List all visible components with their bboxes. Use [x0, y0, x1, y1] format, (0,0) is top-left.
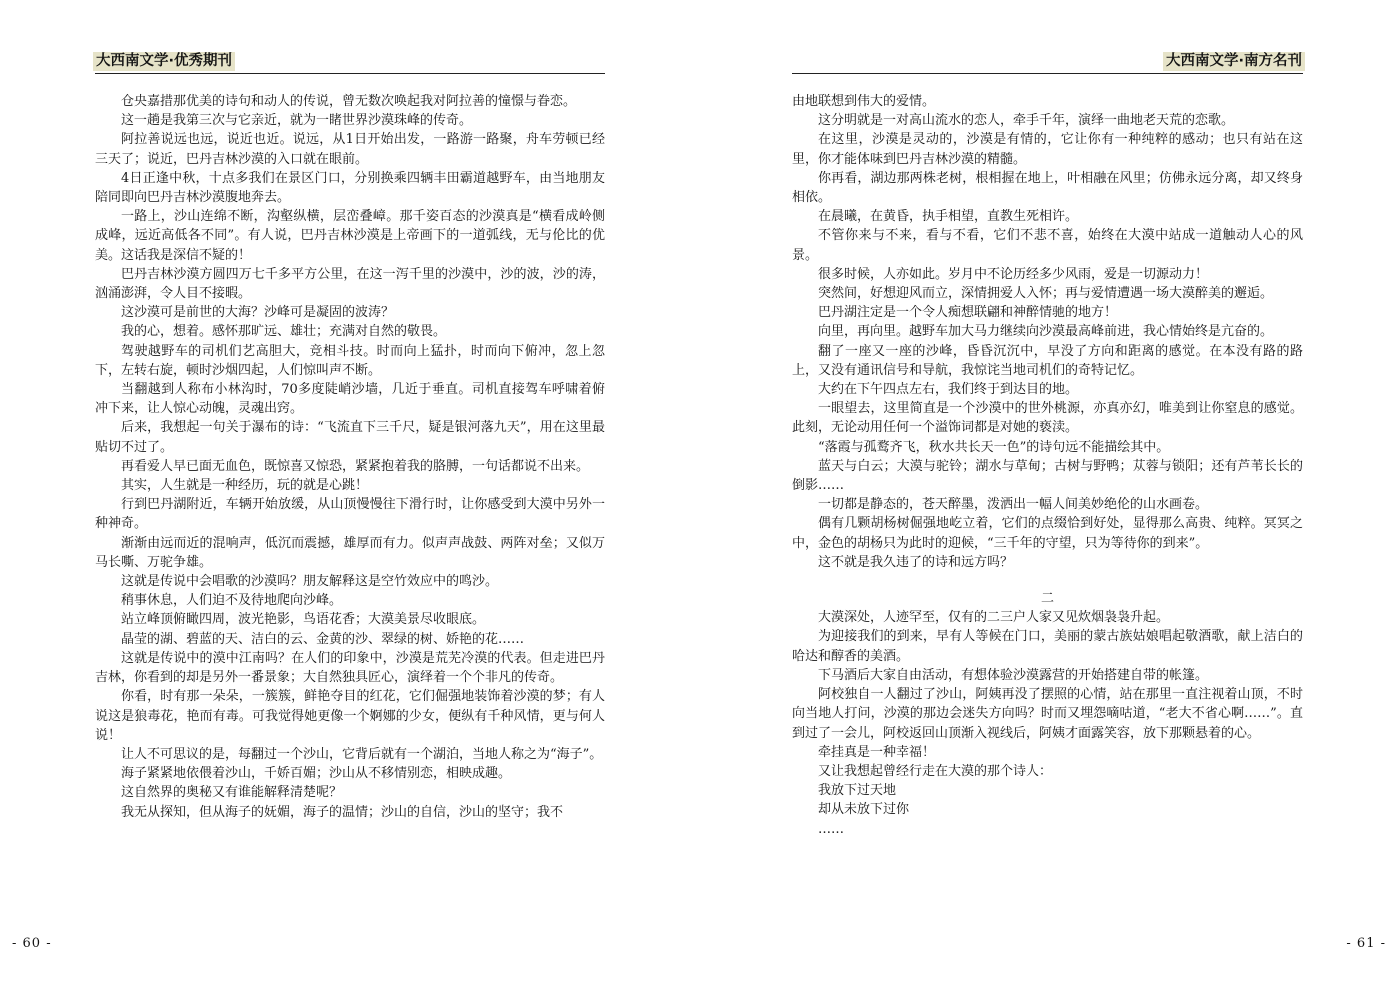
paragraph: 向里，再向里。越野车加大马力继续向沙漠最高峰前进，我心情始终是亢奋的。: [818, 324, 1274, 340]
paragraph: 一切都是静态的，苍天醉墨，泼洒出一幅人间美妙绝伦的山水画卷。: [818, 497, 1209, 513]
paragraph: 大约在下午四点左右，我们终于到达目的地。: [818, 382, 1079, 398]
paragraph: 下马酒后大家自由活动，有想体验沙漠露营的开始搭建自带的帐篷。: [818, 667, 1209, 683]
paragraph: 巴丹吉林沙漠方圆四万七千多平方公里，在这一泻千里的沙漠中，沙的波，沙的涛，汹涌澎湃，令人目不接暇。: [95, 266, 605, 302]
paragraph: ……: [818, 821, 844, 837]
paragraph: 仓央嘉措那优美的诗句和动人的传说，曾无数次唤起我对阿拉善的憧憬与眷恋。: [121, 94, 577, 109]
paragraph: 渐渐由远而近的混响声，低沉而震撼，雄厚而有力。似声声战鼓、两阵对垒；又似万马长嘶、万驼争雄。: [95, 535, 605, 570]
paragraph: 蓝天与白云；大漠与驼铃；湖水与草甸；古树与野鸭；苁蓉与锁阳；还有芦苇长长的倒影……: [792, 458, 1303, 494]
paragraph: 我放下过天地: [818, 783, 897, 799]
paragraph: 稍事休息，人们迫不及待地爬向沙峰。: [121, 593, 343, 609]
paragraph: 不管你来与不来，看与不看，它们不悲不喜，始终在大漠中站成一道触动人心的风景。: [792, 228, 1303, 263]
paragraph: 4日正逢中秋，十点多我们在景区门口，分别换乘四辆丰田霸道越野车，由当地朋友陪同即向巴丹吉林沙漠腹地奔去。: [95, 170, 605, 206]
right-page-number: - 61 -: [1346, 936, 1386, 951]
paragraph: 为迎接我们的到来，早有人等候在门口，美丽的蒙古族姑娘唱起敬酒歌，献上洁白的哈达和醇香的美酒。: [792, 629, 1303, 664]
paragraph: 一路上，沙山连绵不断，沟壑纵横，层峦叠嶂。那千姿百态的沙漠真是“横看成岭侧成峰，远近高低各不同”。有人说，巴丹吉林沙漠是上帝画下的一道弧线，无与伦比的优美。这话我是深信不疑的！: [95, 209, 605, 263]
paragraph: 这不就是我久违了的诗和远方吗？: [818, 554, 1014, 570]
paragraph: 牵挂真是一种幸福！: [818, 744, 936, 760]
paragraph: 海子紧紧地依偎着沙山，千娇百媚；沙山从不移情别恋，相映成趣。: [121, 766, 512, 782]
paragraph: 其实，人生就是一种经历，玩的就是心跳！: [121, 478, 369, 494]
right-paragraphs-after: [792, 608, 1303, 838]
paragraph: “落霞与孤鹜齐飞，秋水共长天一色”的诗句远不能描绘其中。: [818, 439, 1170, 455]
paragraph: 一眼望去，这里简直是一个沙漠中的世外桃源，亦真亦幻，唯美到让你窒息的感觉。此刻，无论动用任何一个溢饰词都是对她的亵渎。: [792, 401, 1303, 436]
left-page-number: - 60 -: [12, 936, 52, 951]
paragraph: 这就是传说中会唱歌的沙漠吗？朋友解释这是空竹效应中的鸣沙。: [121, 574, 499, 590]
paragraph: 又让我想起曾经行走在大漠的那个诗人：: [818, 763, 1053, 779]
paragraph: 晶莹的湖、碧蓝的天、洁白的云、金黄的沙、翠绿的树、娇艳的花……: [121, 631, 525, 647]
right-running-header: [792, 53, 1303, 74]
paragraph: 让人不可思议的是，每翻过一个沙山，它背后就有一个湖泊，当地人称之为“海子”。: [121, 746, 603, 762]
paragraph: 我的心，想着。感怀那旷远、雄壮；充满对自然的敬畏。: [121, 324, 447, 340]
paragraph: 这一趟是我第三次与它亲近，就为一睹世界沙漠珠峰的传奇。: [121, 113, 473, 129]
paragraph: 在晨曦，在黄昏，执手相望，直教生死相许。: [818, 209, 1079, 225]
paragraph: 由地联想到伟大的爱情。: [792, 94, 936, 109]
paragraph: 阿拉善说远也远，说近也近。说远，从1日开始出发，一路游一路聚，舟车劳顿已经三天了；说近，巴丹吉林沙漠的入口就在眼前。: [95, 132, 605, 167]
paragraph: 这沙漠可是前世的大海？沙峰可是凝固的波涛？: [121, 305, 395, 321]
paragraph: 当翻越到人称布小林沟时，70多度陡峭沙墙，几近于垂直。司机直接驾车呼啸着俯冲下来，让人惊心动魄，灵魂出窍。: [95, 382, 605, 417]
section-number: 二: [1040, 591, 1054, 607]
left-body-text: [95, 92, 605, 822]
paragraph: 大漠深处，人迹罕至，仅有的二三户人家又见炊烟袅袅升起。: [818, 610, 1170, 626]
paragraph: 巴丹湖注定是一个令人痴想联翩和神醉情驰的地方！: [818, 305, 1118, 321]
right-page: [699, 0, 1398, 982]
paragraph: 你看，时有那一朵朵，一簇簇，鲜艳夺目的红花，它们倔强地装饰着沙漠的梦；有人说这是狼毒花，艳而有毒。可我觉得她更像一个婀娜的少女，便纵有千种风情，更与何人说！: [95, 689, 605, 743]
paragraph: 行到巴丹湖附近，车辆开始放缓，从山顶慢慢往下滑行时，让你感受到大漠中另外一种神奇。: [95, 497, 605, 532]
paragraph: 翻了一座又一座的沙峰，昏昏沉沉中，早没了方向和距离的感觉。在本没有路的路上，又没有通讯信号和导航，我惊诧当地司机们的奇特记忆。: [792, 343, 1303, 378]
left-running-header: [95, 53, 605, 74]
paragraph: 后来，我想起一句关于瀑布的诗：“飞流直下三千尺，疑是银河落九天”，用在这里最贴切不过了。: [95, 420, 605, 455]
paragraph: 站立峰顶俯瞰四周，波光艳影，鸟语花香；大漠美景尽收眼底。: [121, 612, 486, 628]
paragraph: 再看爱人早已面无血色，既惊喜又惊恐，紧紧抱着我的胳膊，一句话都说不出来。: [121, 458, 590, 474]
right-body-text: [792, 92, 1303, 839]
paragraph: 驾驶越野车的司机们艺高胆大，竞相斗技。时而向上猛扑，时而向下俯冲，忽上忽下，左转右旋，顿时沙烟四起，人们惊叫声不断。: [95, 343, 605, 378]
paragraph: 这自然界的奥秘又有谁能解释清楚呢？: [121, 785, 343, 801]
left-header-title: 大西南文学·优秀期刊: [93, 52, 235, 71]
paragraph: 这就是传说中的漠中江南吗？在人们的印象中，沙漠是荒芜冷漠的代表。但走进巴丹吉林，你看到的却是另外一番景象；大自然独具匠心，演绎着一个个非凡的传奇。: [95, 650, 605, 686]
paragraph: 很多时候，人亦如此。岁月中不论历经多少风雨，爱是一切源动力！: [818, 266, 1209, 282]
paragraph: 这分明就是一对高山流水的恋人，牵手千年，演绎一曲地老天荒的恋歌。: [818, 113, 1235, 129]
paragraph: 偶有几颗胡杨树倔强地屹立着，它们的点缀恰到好处，显得那么高贵、纯粹。冥冥之中，金色的胡杨只为此时的迎候，“三千年的守望，只为等待你的到来”。: [792, 516, 1303, 551]
paragraph: 你再看，湖边那两株老树，根相握在地上，叶相融在风里；仿佛永远分离，却又终身相依。: [792, 170, 1303, 206]
paragraph: 我无从探知，但从海子的妩媚，海子的温情；沙山的自信，沙山的坚守；我不: [121, 804, 564, 820]
paragraph: 阿校独自一人翻过了沙山，阿姨再没了摆照的心情，站在那里一直注视着山顶，不时向当地人打问，沙漠的那边会迷失方向吗？时而又埋怨嘀咕道，“老大不省心啊……”。直到过了一会儿，阿校返回山顶渐入视线后，阿姨才面露笑容，放下那颗悬着的心。: [792, 687, 1303, 741]
right-paragraphs-before: [792, 92, 1303, 572]
right-header-title: 大西南文学·南方名刊: [1163, 52, 1305, 71]
paragraph: 在这里，沙漠是灵动的，沙漠是有情的，它让你有一种纯粹的感动；也只有站在这里，你才能体味到巴丹吉林沙漠的精髓。: [792, 132, 1303, 167]
paragraph: 却从未放下过你: [818, 802, 910, 818]
paragraph: 突然间，好想迎风而立，深情拥爱人入怀；再与爱情遭遇一场大漠醉美的邂逅。: [818, 286, 1274, 302]
